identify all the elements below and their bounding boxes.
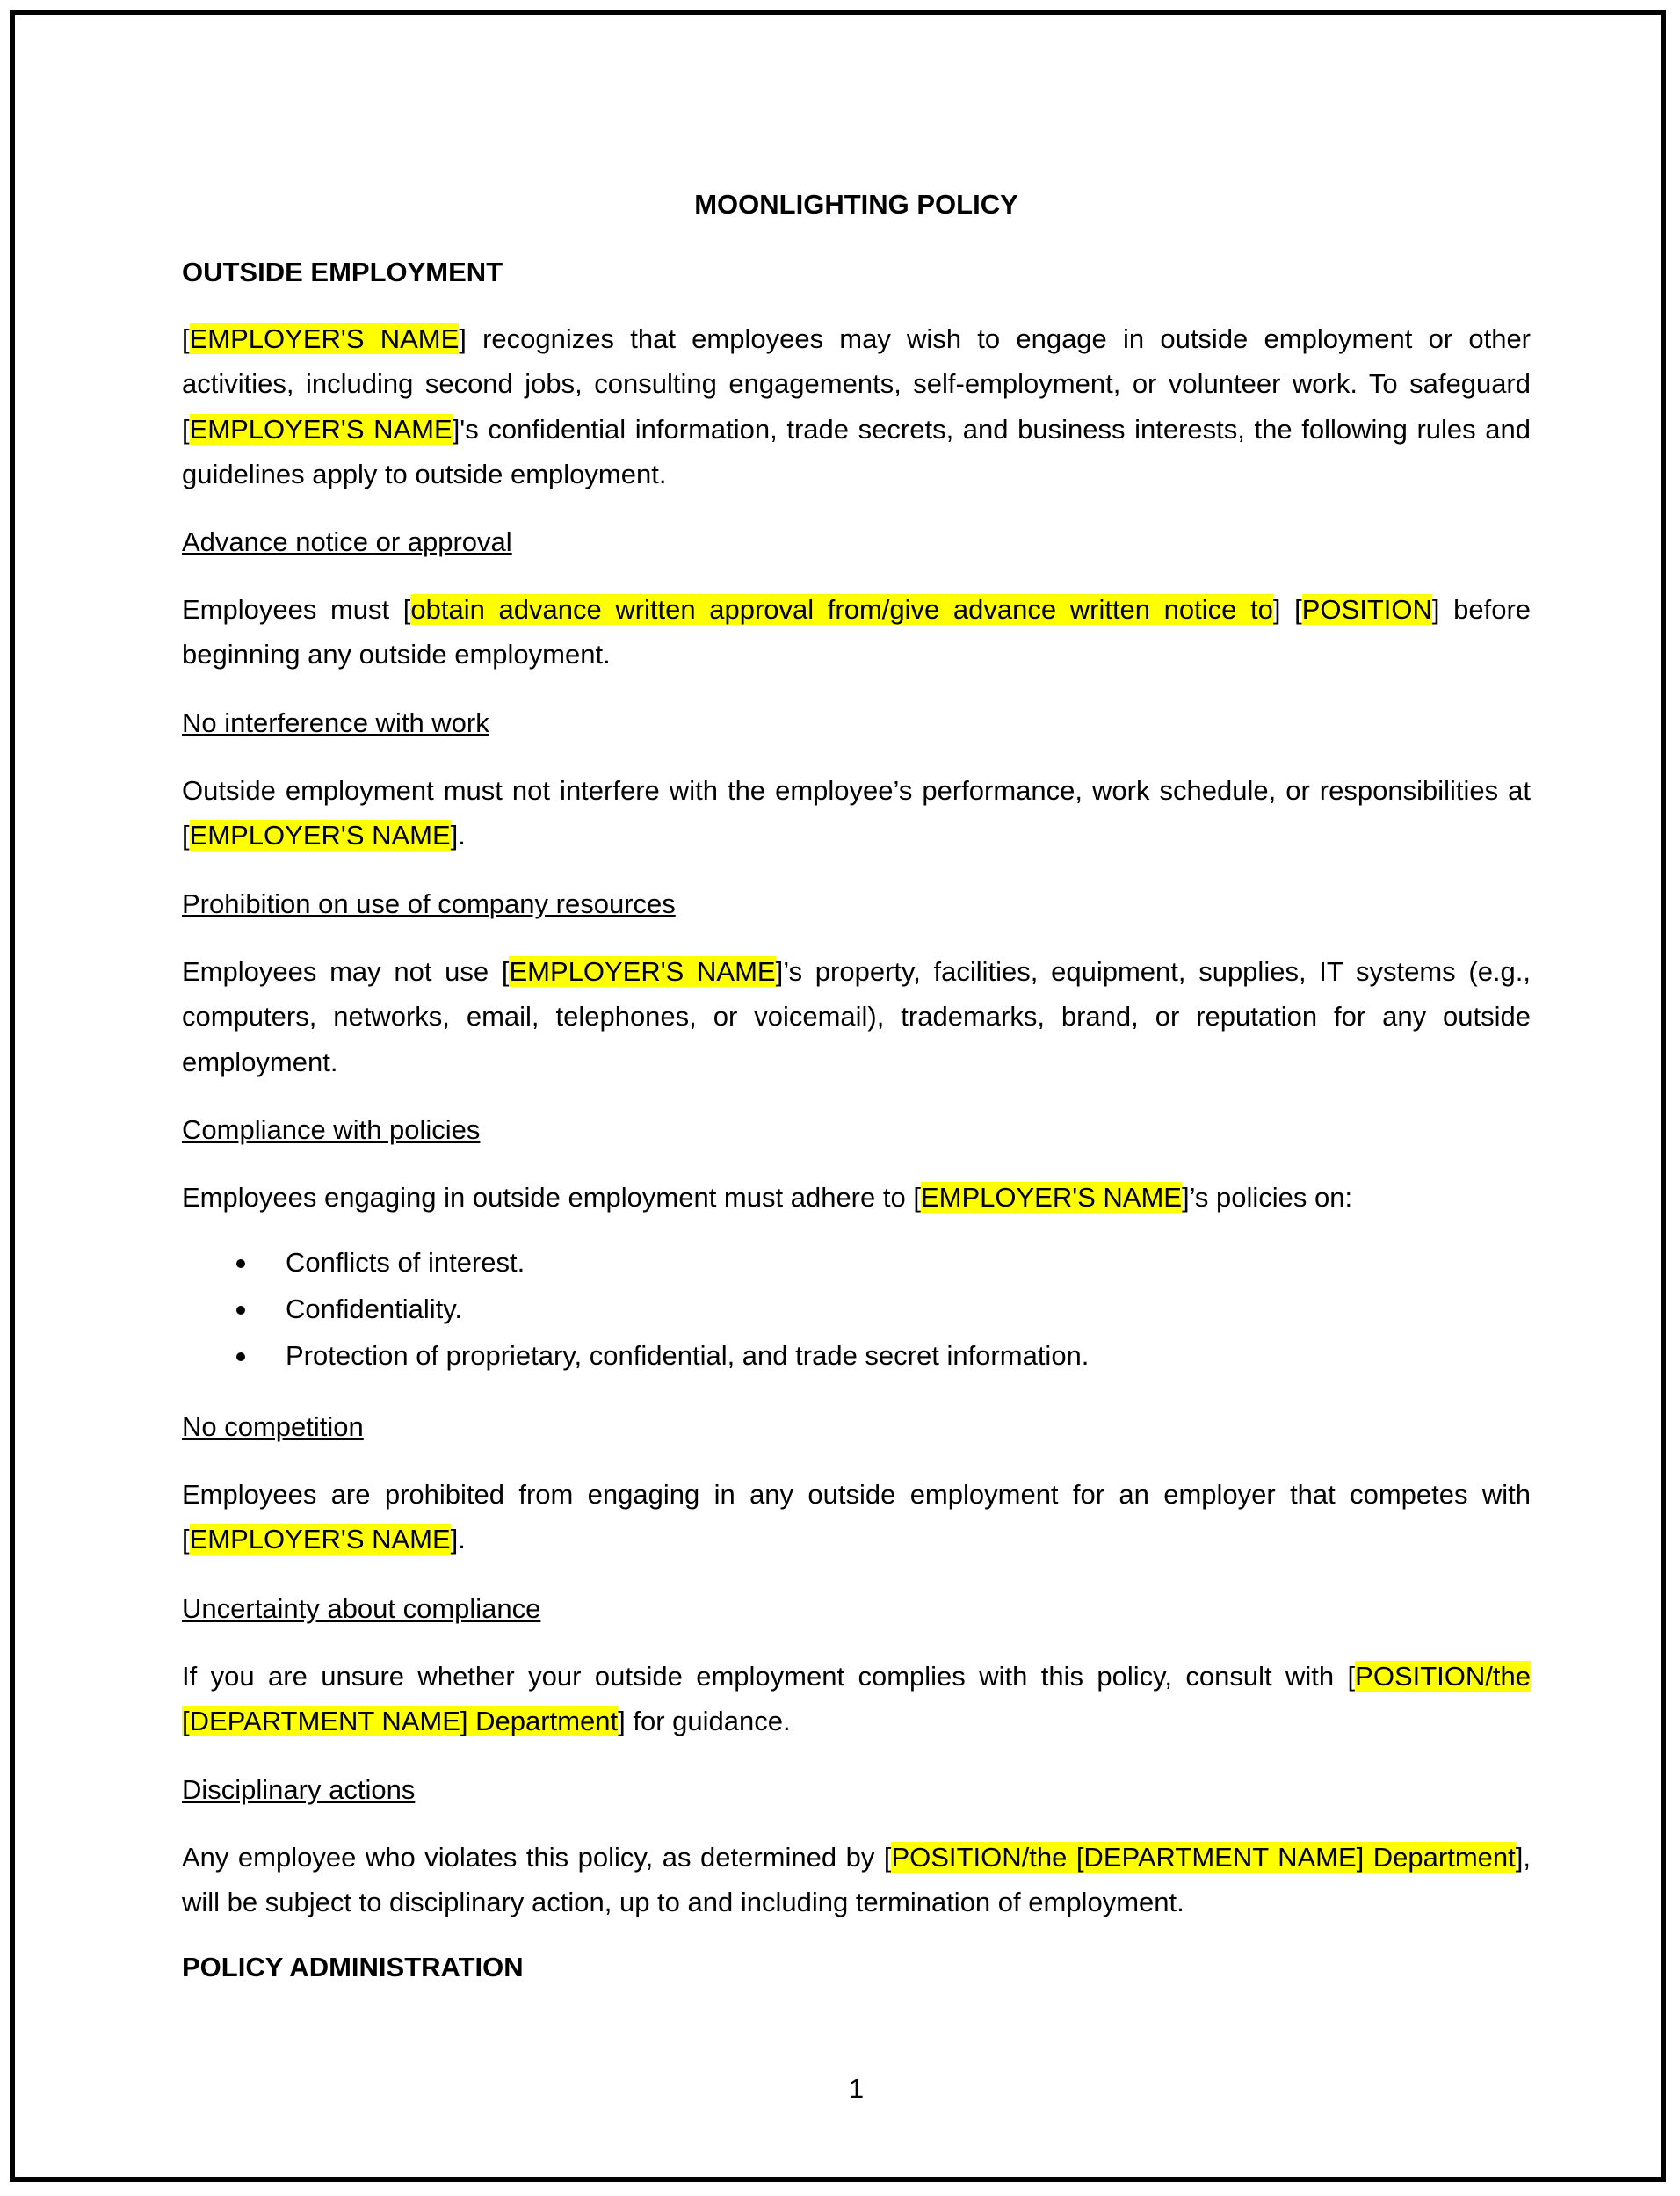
subheading-no-interference: No interference with work: [182, 707, 489, 738]
bullet-icon: [236, 1259, 245, 1268]
section-heading-policy-administration: POLICY ADMINISTRATION: [182, 1952, 524, 1982]
placeholder-employer-name: EMPLOYER'S NAME: [189, 323, 460, 354]
document-title: MOONLIGHTING POLICY: [694, 189, 1018, 220]
disciplinary-text-2: ], will be subject to disciplinary action, up to and including termination of employment.: [182, 1842, 1531, 1918]
advance-notice-paragraph: [182, 587, 1531, 678]
subheading-no-competition: No competition: [182, 1411, 364, 1442]
list-item: [182, 1245, 1089, 1292]
placeholder-position-department: POSITION/the [DEPARTMENT NAME] Department: [182, 1661, 1531, 1737]
interference-paragraph: [182, 768, 1531, 859]
compliance-text-1: Employees engaging in outside employment must adhere to [: [182, 1182, 921, 1213]
intro-paragraph: [182, 316, 1531, 496]
compliance-text-2: ]’s policies on:: [1181, 1182, 1353, 1213]
interference-text-1: Outside employment must not interfere with the employee’s performance, work schedule, or responsibilities at [: [182, 775, 1531, 852]
page-frame: [10, 10, 1666, 2182]
uncertainty-text-2: ] for guidance.: [618, 1706, 791, 1737]
intro-text-2: ] recognizes that employees may wish to engage in outside employment or other activities, including second jobs, consulting engagements, self-employment, or volunteer work. To safeguard [: [182, 323, 1532, 445]
advance-text-3: ] before beginning any outside employment.: [182, 594, 1532, 670]
intro-text-3: ]'s confidential information, trade secrets, and business interests, the following rules and guidelines apply to outside employment.: [182, 413, 1532, 489]
resources-text-2: ]’s property, facilities, equipment, supplies, IT systems (e.g., computers, networks, email, telephones, or voicemail), trademarks, brand, or reputation for any outside employment.: [182, 956, 1532, 1077]
subheading-compliance-policies: Compliance with policies: [182, 1114, 481, 1145]
subheading-company-resources: Prohibition on use of company resources: [182, 888, 676, 919]
placeholder-approval-option: obtain advance written approval from/give advance written notice to: [410, 594, 1273, 625]
list-item-text: Protection of proprietary, confidential, and trade secret information.: [286, 1340, 1090, 1371]
placeholder-employer-name: EMPLOYER'S NAME: [189, 820, 451, 852]
list-item: [182, 1338, 1089, 1385]
placeholder-employer-name: EMPLOYER'S NAME: [189, 1524, 451, 1555]
resources-paragraph: [182, 949, 1531, 1084]
placeholder-employer-name: EMPLOYER'S NAME: [920, 1182, 1182, 1213]
uncertainty-paragraph: [182, 1654, 1531, 1744]
subheading-disciplinary: Disciplinary actions: [182, 1774, 416, 1805]
compliance-paragraph: [182, 1175, 1531, 1220]
competition-paragraph: [182, 1472, 1531, 1562]
intro-text-1: [: [182, 323, 190, 354]
subheading-advance-notice: Advance notice or approval: [182, 526, 512, 557]
advance-text-1: Employees must [: [182, 594, 411, 625]
competition-text-1: Employees are prohibited from engaging in any outside employment for an employer that competes with [: [182, 1479, 1531, 1555]
subheading-uncertainty: Uncertainty about compliance: [182, 1593, 541, 1624]
disciplinary-paragraph: [182, 1835, 1531, 1925]
list-item-text: Confidentiality.: [286, 1294, 463, 1324]
list-item: [182, 1292, 1089, 1338]
resources-text-1: Employees may not use [: [182, 956, 510, 987]
competition-text-2: ].: [450, 1524, 466, 1555]
section-heading-outside-employment: OUTSIDE EMPLOYMENT: [182, 257, 503, 287]
placeholder-employer-name: EMPLOYER'S NAME: [189, 413, 453, 445]
bullet-icon: [236, 1306, 245, 1315]
interference-text-2: ].: [450, 820, 466, 852]
list-item-text: Conflicts of interest.: [286, 1247, 525, 1278]
disciplinary-text-1: Any employee who violates this policy, as determined by [: [182, 1842, 892, 1873]
bullet-icon: [236, 1352, 245, 1361]
uncertainty-text-1: If you are unsure whether your outside employment complies with this policy, consult with [: [182, 1661, 1356, 1692]
placeholder-employer-name: EMPLOYER'S NAME: [509, 956, 776, 987]
page-number: 1: [848, 2073, 865, 2104]
policy-bullet-list: [182, 1245, 1089, 1385]
placeholder-position: POSITION: [1301, 594, 1432, 625]
placeholder-position-department: POSITION/the [DEPARTMENT NAME] Department: [891, 1842, 1516, 1873]
advance-text-2: ] [: [1272, 594, 1302, 625]
